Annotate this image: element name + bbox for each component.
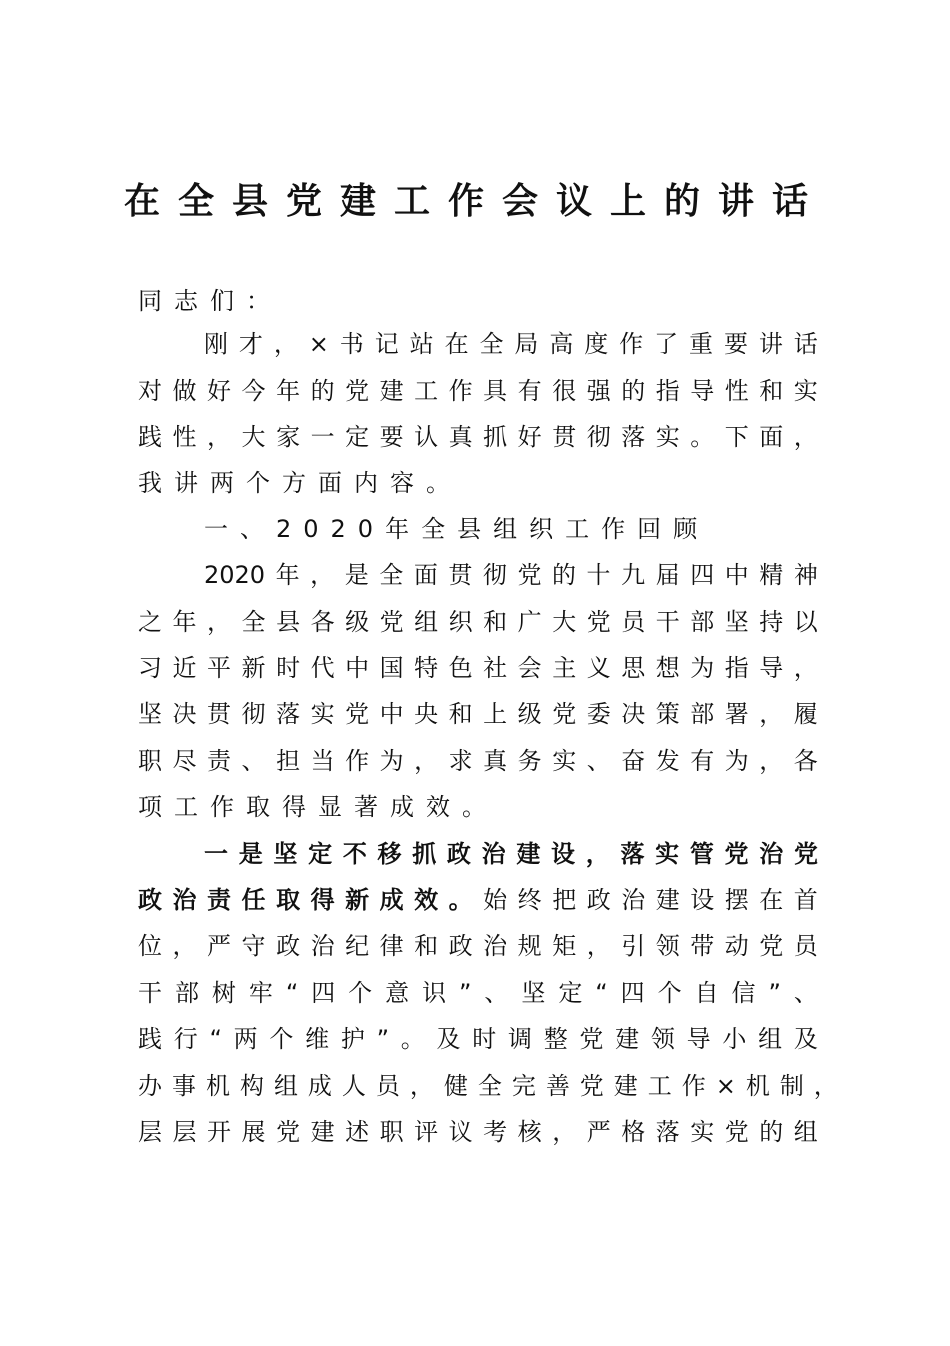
- paragraph-2-line-5: 职 尽 责 、 担 当 作 为 ， 求 真 务 实 、 奋 发 有 为 ， 各: [138, 747, 818, 775]
- paragraph-2-line-4: 坚 决 贯 彻 落 实 党 中 央 和 上 级 党 委 决 策 部 署 ， 履: [138, 700, 818, 728]
- paragraph-1-line-2: 对 做 好 今 年 的 党 建 工 作 具 有 很 强 的 指 导 性 和 实: [138, 377, 818, 405]
- paragraph-2-line-1: 2020 年 ， 是 全 面 贯 彻 党 的 十 九 届 四 中 精 神: [204, 561, 818, 589]
- paragraph-3-line-2: 政 治 责 任 取 得 新 成 效 。 始 终 把 政 治 建 设 摆 在 首: [138, 886, 818, 914]
- paragraph-2-line-6: 项工作取得显著成效。: [138, 793, 498, 821]
- paragraph-1-line-4: 我讲两个方面内容。: [138, 469, 462, 497]
- paragraph-2-line-2: 之 年 ， 全 县 各 级 党 组 织 和 广 大 党 员 干 部 坚 持 以: [138, 608, 818, 636]
- document-title: 在全县党建工作会议上的讲话: [123, 181, 826, 222]
- paragraph-3-line-3: 位 ， 严 守 政 治 纪 律 和 政 治 规 矩 ， 引 领 带 动 党 员: [138, 932, 818, 960]
- paragraph-3-line-6: 办 事 机 构 组 成 人 员 ， 健 全 完 善 党 建 工 作 × 机 制 ，: [138, 1072, 838, 1100]
- paragraph-3-line-7: 层 层 开 展 党 建 述 职 评 议 考 核 ， 严 格 落 实 党 的 组: [138, 1118, 818, 1146]
- paragraph-3-line-4: 干 部 树 牢 “ 四 个 意 识 ” 、 坚 定 “ 四 个 自 信 ” 、: [138, 979, 818, 1007]
- section-heading-1: 一、2020年全县组织工作回顾: [204, 515, 710, 543]
- paragraph-2-line-3: 习 近 平 新 时 代 中 国 特 色 社 会 主 义 思 想 为 指 导 ，: [138, 654, 818, 682]
- paragraph-3-bold-lead: 一 是 坚 定 不 移 抓 政 治 建 设 ， 落 实 管 党 治 党: [204, 840, 818, 868]
- paragraph-1-line-3: 践 性 ， 大 家 一 定 要 认 真 抓 好 贯 彻 落 实 。 下 面 ，: [138, 423, 818, 451]
- paragraph-1-line-1: 刚 才 ， × 书 记 站 在 全 局 高 度 作 了 重 要 讲 话: [204, 330, 818, 358]
- salutation: 同志们：: [138, 287, 282, 315]
- paragraph-3-line-5: 践 行 “ 两 个 维 护 ” 。 及 时 调 整 党 建 领 导 小 组 及: [138, 1025, 818, 1053]
